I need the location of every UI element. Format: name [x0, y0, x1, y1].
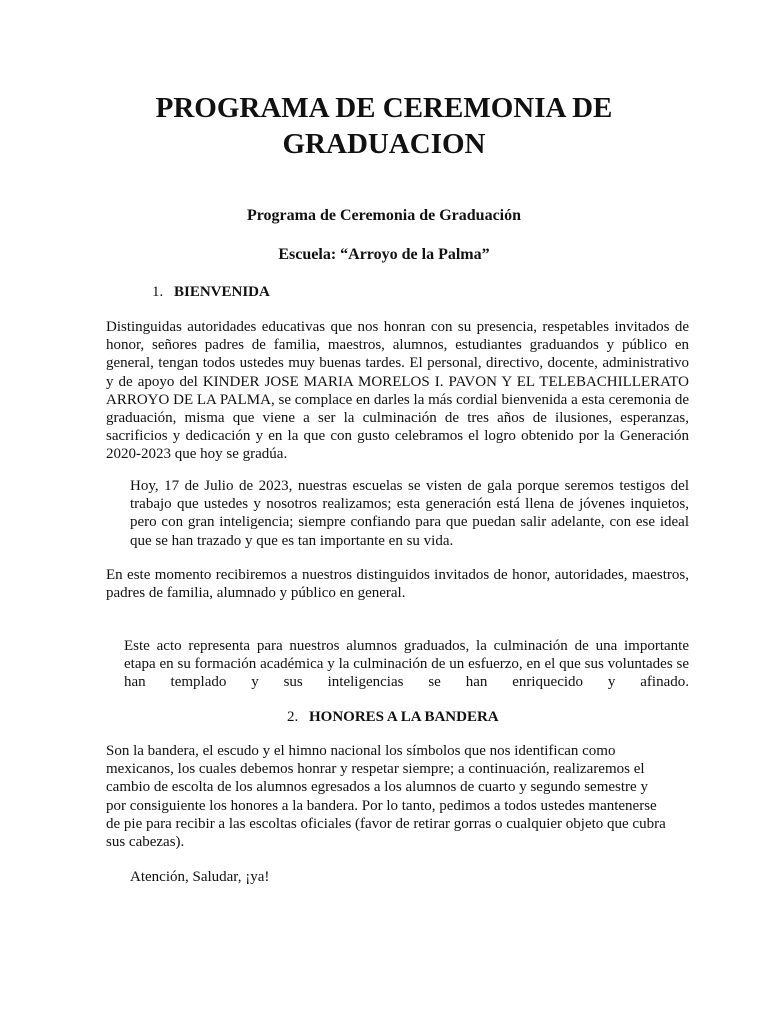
document-subtitle: Programa de Ceremonia de Graduación [246, 207, 522, 224]
document-title [60, 90, 708, 162]
flag-paragraph: Son la bandera, el escudo y el himno nacional los símbolos que nos identifican como mexicanos, los cuales debemos honrar y respetar siempre; a continuación, realizaremos el cambio de escolta de los alumnos egresados a los alumnos de cuarto y segundo semestre y por consiguiente los honores a la bandera. Por lo tanto, pedimos a todos ustedes mantenerse de pie para recibir a las escoltas oficiales (favor de retirar gorras o cualquier objeto que cubra sus cabezas). [106, 743, 666, 851]
section-heading-text: BIENVENIDA [174, 284, 270, 300]
culmination-paragraph: Este acto representa para nuestros alumnos graduados, la culminación de una importante etapa en su formación académica y la culminación de un esfuerzo, en el que sus voluntades se han templado y sus inteligencias se han enriquecido y afinado. [124, 638, 689, 691]
title-line-1: PROGRAMA DE CEREMONIA DE [155, 92, 613, 124]
section-number: 2. [287, 709, 299, 725]
section-number: 1. [152, 284, 164, 300]
section-heading-bienvenida [152, 283, 270, 301]
guests-paragraph: En este momento recibiremos a nuestros distinguidos invitados de honor, autoridades, maestros, padres de familia, alumnado y público en general. [106, 567, 689, 602]
title-line-2: GRADUACION [282, 128, 486, 160]
school-name: Escuela: “Arroyo de la Palma” [278, 246, 490, 263]
date-paragraph: Hoy, 17 de Julio de 2023, nuestras escuelas se visten de gala porque seremos testigos del trabajo que ustedes y nosotros realizamos; esta generación está llena de jóvenes inquietos, pero con gran inteligencia; siempre confiando para que puedan salir adelante, con ese ideal que se han trazado y que es tan importante en su vida. [130, 478, 689, 549]
salute-command: Atención, Saludar, ¡ya! [130, 869, 270, 885]
section-heading-text: HONORES A LA BANDERA [309, 709, 499, 725]
section-heading-honores [287, 708, 499, 726]
welcome-paragraph: Distinguidas autoridades educativas que nos honran con su presencia, respetables invitados de honor, señores padres de familia, maestros, alumnos, estudiantes graduandos y público en general, tengan todos ustedes muy buenas tardes. El personal, directivo, docente, administrativo y de apoyo del KINDER JOSE MARIA MORELOS I. PAVON Y EL TELEBACHILLERATO ARROYO DE LA PALMA, se complace en darles la más cordial bienvenida a esta ceremonia de graduación, misma que viene a ser la culminación de tres años de ilusiones, esperanzas, sacrificios y dedicación y en la que con gusto celebramos el logro obtenido por la Generación 2020-2023 que hoy se gradúa. [106, 319, 689, 463]
